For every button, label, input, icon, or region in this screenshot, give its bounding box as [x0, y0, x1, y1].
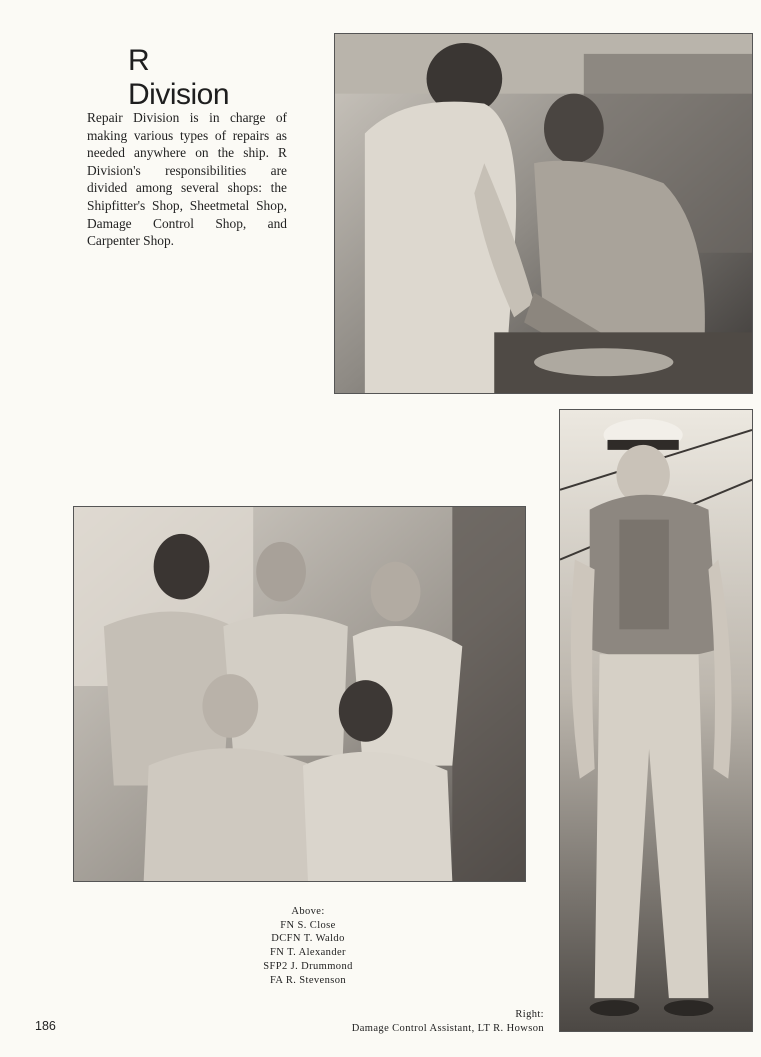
intro-paragraph: Repair Division is in charge of making various types of repairs as needed anywhere on the ship. R Division's responsibilities are divided among several shops: the Shipfitter's Shop, Sheetmetal Shop, Damage Control Shop, and Carpenter Shop.: [87, 110, 287, 249]
caption-name: FN S. Close: [280, 919, 336, 931]
caption-above-heading: Above:: [291, 906, 325, 917]
caption-right-text: Damage Control Assistant, LT R. Howson: [351, 1023, 544, 1034]
page-number: 186: [35, 1019, 56, 1033]
caption-right: [300, 1008, 544, 1036]
caption-name: SFP2 J. Drummond: [263, 960, 353, 972]
caption-name: FA R. Stevenson: [269, 974, 347, 986]
caption-above: [238, 905, 378, 987]
photo-repair-work: [334, 33, 753, 394]
photo-group-portrait: [73, 506, 526, 882]
photo-officer-life-vest: [559, 409, 753, 1032]
caption-name: FN T. Alexander: [270, 947, 346, 959]
caption-right-heading: Right:: [515, 1009, 544, 1020]
caption-name: DCFN T. Waldo: [271, 933, 345, 945]
page-title: R Division: [128, 44, 230, 111]
